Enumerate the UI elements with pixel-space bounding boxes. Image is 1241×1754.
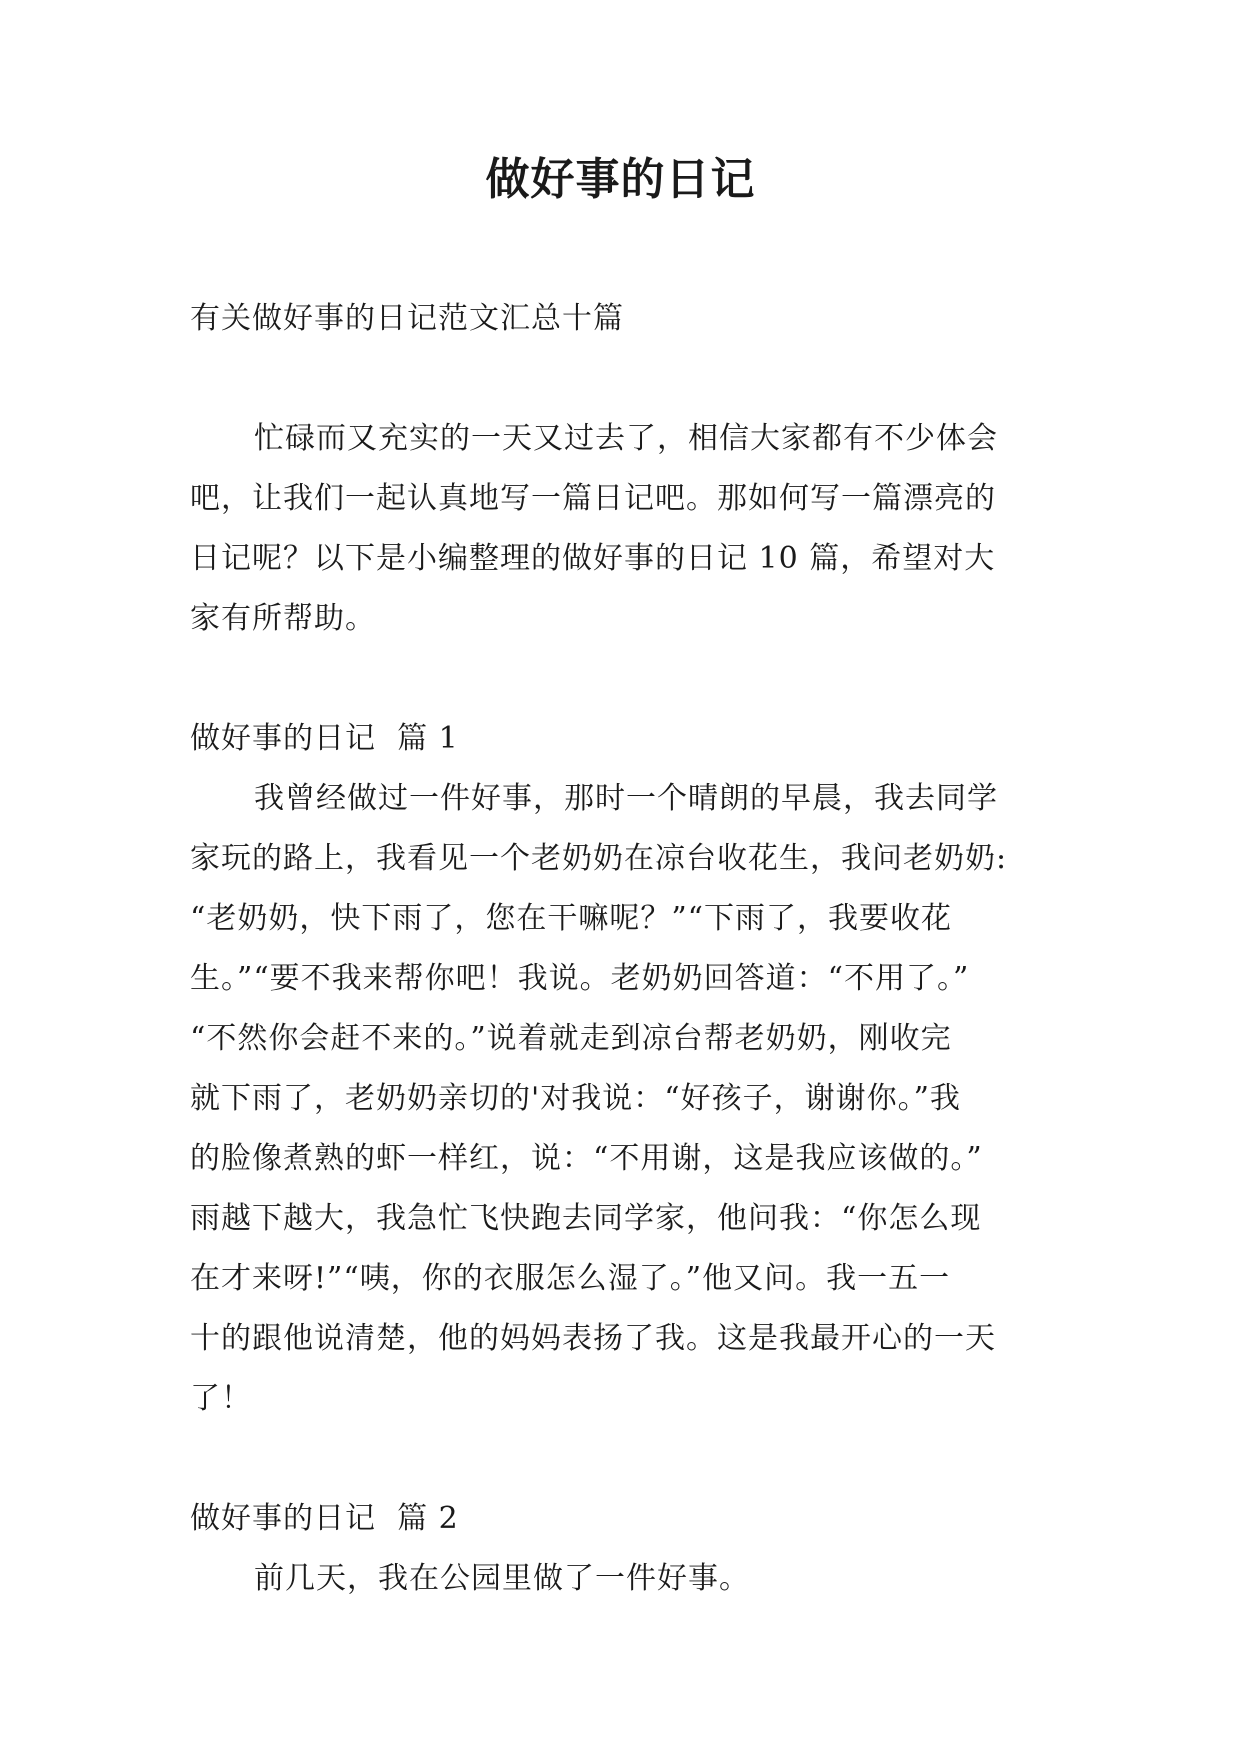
intro-line: 日记呢？以下是小编整理的做好事的日记 10 篇，希望对大 bbox=[190, 541, 996, 576]
paragraph-line: 雨越下越大，我急忙飞快跑去同学家，他问我：“你怎么现 bbox=[190, 1201, 982, 1236]
paragraph-line: 就下雨了，老奶奶亲切的'对我说：“好孩子，谢谢你。”我 bbox=[190, 1081, 961, 1116]
paragraph-line: 的脸像煮熟的虾一样红，说：“不用谢，这是我应该做的。” bbox=[190, 1141, 983, 1176]
paragraph-line: 前几天，我在公园里做了一件好事。 bbox=[254, 1561, 750, 1596]
blank-line bbox=[190, 349, 1060, 409]
document-body bbox=[190, 289, 1060, 1609]
section-paragraph bbox=[190, 769, 1060, 1429]
intro-line: 忙碌而又充实的一天又过去了，相信大家都有不少体会 bbox=[254, 421, 998, 456]
section-heading: 做好事的日记 篇 2 bbox=[190, 1501, 459, 1536]
section-paragraph bbox=[190, 1549, 1060, 1609]
intro-line: 家有所帮助。 bbox=[190, 601, 376, 636]
blank-line bbox=[190, 649, 1060, 709]
paragraph-line: 生。”“要不我来帮你吧！我说。老奶奶回答道：“不用了。” bbox=[190, 961, 970, 996]
intro-paragraph bbox=[190, 409, 1060, 649]
paragraph-line: 家玩的路上，我看见一个老奶奶在凉台收花生，我问老奶奶: bbox=[190, 841, 1008, 876]
paragraph-line: 我曾经做过一件好事，那时一个晴朗的早晨，我去同学 bbox=[254, 781, 998, 816]
page-title: 做好事的日记 bbox=[485, 154, 756, 205]
paragraph-line: 十的跟他说清楚，他的妈妈表扬了我。这是我最开心的一天 bbox=[190, 1321, 996, 1356]
subtitle: 有关做好事的日记范文汇总十篇 bbox=[190, 301, 624, 336]
paragraph-line: 了！ bbox=[190, 1381, 252, 1416]
paragraph-line: “不然你会赶不来的。”说着就走到凉台帮老奶奶，刚收完 bbox=[190, 1021, 952, 1056]
paragraph-line: 在才来呀!”“咦，你的衣服怎么湿了。”他又问。我一五一 bbox=[190, 1261, 951, 1296]
paragraph-line: “老奶奶，快下雨了，您在干嘛呢？”“下雨了，我要收花 bbox=[190, 901, 953, 936]
blank-line bbox=[190, 1429, 1060, 1489]
section-heading: 做好事的日记 篇 1 bbox=[190, 721, 459, 756]
intro-line: 吧，让我们一起认真地写一篇日记吧。那如何写一篇漂亮的 bbox=[190, 481, 996, 516]
